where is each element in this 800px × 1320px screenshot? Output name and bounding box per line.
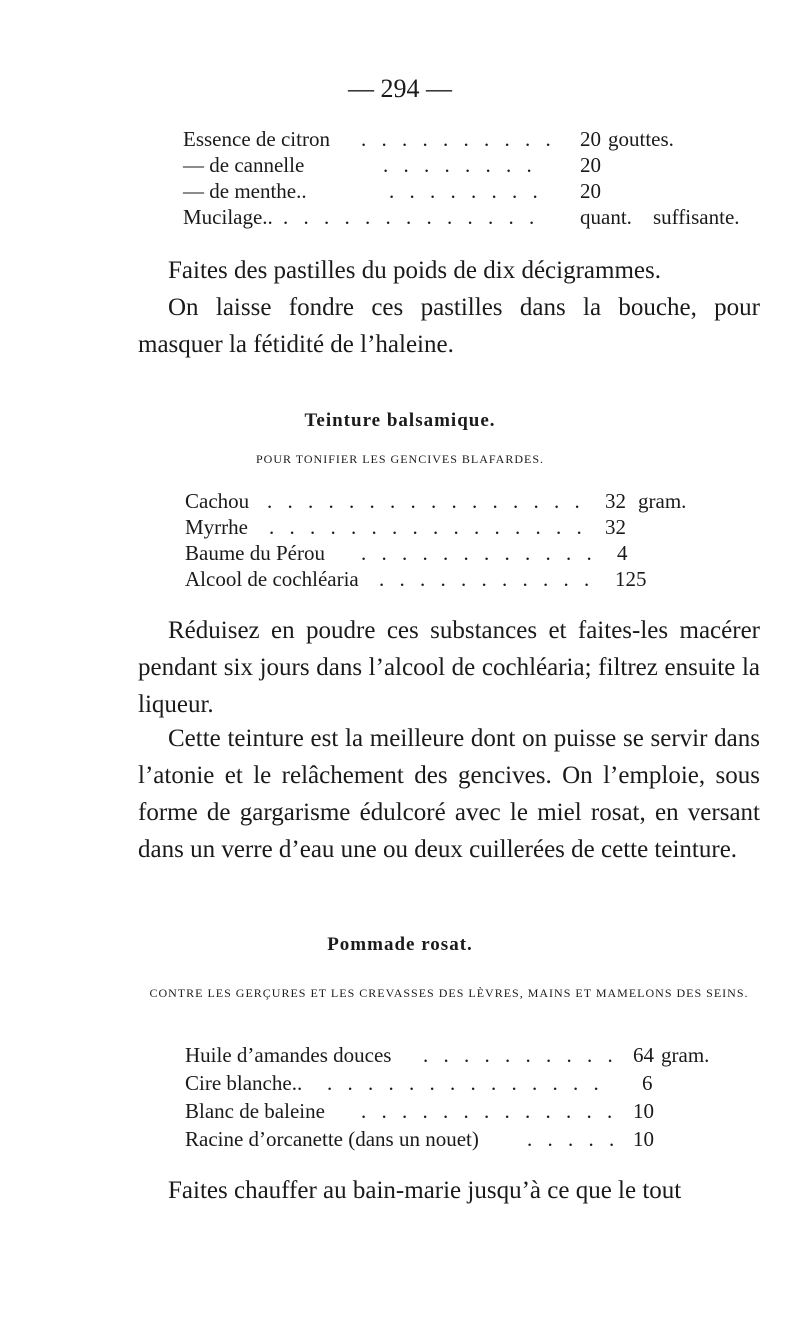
leader-dots: . . . . . . . . . . . . . . . . [269, 515, 587, 539]
leader-dots: . . . . . . . . . . . [379, 567, 595, 591]
ingredient-unit: gram. [661, 1043, 710, 1067]
paragraph: Faites chauffer au bain-marie jusqu’à ce que le tout [168, 1177, 682, 1204]
ingredient-quantity: 10 [633, 1127, 654, 1151]
ingredient-quantity: 20 [580, 127, 601, 151]
ingredient-quantity: 32 [605, 515, 626, 539]
leader-dots: . . . . . . . . . . . . . . [327, 1071, 604, 1095]
ingredient-quantity: 125 [615, 567, 647, 591]
ingredient-quantity: 20 [580, 153, 601, 177]
ingredient-name: Cire blanche.. [185, 1071, 303, 1095]
ingredient-name: Baume du Pérou [185, 541, 325, 565]
ingredient-row [183, 204, 783, 230]
leader-dots: . . . . . . . . [389, 179, 543, 203]
ingredient-name: Mucilage.. [183, 205, 273, 229]
ingredient-row [185, 566, 785, 592]
ingredient-unit: gram. [638, 489, 687, 513]
leader-dots: . . . . . . . . . . . . . [283, 205, 540, 229]
ingredient-row [185, 488, 785, 514]
leader-dots: . . . . . [527, 1127, 620, 1151]
ingredient-name: Racine d’orcanette (dans un nouet) [185, 1127, 479, 1151]
ingredient-row [185, 1098, 785, 1124]
ingredient-row [185, 1126, 785, 1152]
ingredient-quantity: 32 [605, 489, 626, 513]
ingredient-quantity: 20 [580, 179, 601, 203]
leader-dots: . . . . . . . . [383, 153, 537, 177]
leader-dots: . . . . . . . . . . . . . . . . [267, 489, 585, 513]
ingredient-name: Myrrhe [185, 515, 248, 539]
ingredient-quantity: 10 [633, 1099, 654, 1123]
ingredient-row [183, 178, 783, 204]
ingredient-row [185, 540, 785, 566]
ingredient-unit: suffisante. [653, 205, 740, 229]
section-title: Teinture balsamique. [304, 410, 496, 431]
ingredient-row [185, 1070, 785, 1096]
ingredient-row [185, 514, 785, 540]
ingredient-quantity: quant. [580, 205, 632, 229]
ingredient-name: Blanc de baleine [185, 1099, 325, 1123]
ingredient-quantity: 64 [633, 1043, 654, 1067]
paragraph: Cette teinture est la meilleure dont on puisse se servir dans l’atonie et le relâchement des gencives. On l’emploie, sous forme de gargarisme édulcoré avec le miel rosat, en versant dans un verre d’eau une ou deux cuillerées de cette teinture. [138, 725, 760, 863]
ingredient-row [183, 126, 783, 152]
ingredient-name: Alcool de cochléaria [185, 567, 359, 591]
ingredient-row [183, 152, 783, 178]
section-title: Pommade rosat. [327, 934, 473, 955]
ingredient-name: Cachou [185, 489, 250, 513]
section-subtitle: POUR TONIFIER LES GENCIVES BLAFARDES. [255, 452, 545, 466]
leader-dots: . . . . . . . . . . [423, 1043, 618, 1067]
leader-dots: . . . . . . . . . . [361, 127, 556, 151]
ingredient-row [185, 1042, 785, 1068]
leader-dots: . . . . . . . . . . . . [361, 541, 597, 565]
ingredient-name: — de menthe.. [183, 179, 307, 203]
paragraph: Réduisez en poudre ces substances et faites-les macérer pendant six jours dans l’alcool de cochléaria; filtrez ensuite la liqueur. [138, 617, 760, 718]
section-subtitle: CONTRE LES GERÇURES ET LES CREVASSES DES LÈVRES, MAINS ET MAMELONS DES SEINS. [149, 986, 749, 1000]
page-number: — 294 — [348, 74, 452, 103]
ingredient-name: Huile d’amandes douces [185, 1043, 392, 1067]
ingredient-unit: gouttes. [608, 127, 674, 151]
leader-dots: . . . . . . . . . . . . . [361, 1099, 618, 1123]
ingredient-name: — de cannelle [183, 153, 305, 177]
ingredient-quantity: 4 [617, 541, 628, 565]
ingredient-quantity: 6 [642, 1071, 653, 1095]
paragraph: Faites des pastilles du poids de dix décigrammes. [168, 257, 661, 284]
ingredient-name: Essence de citron [183, 127, 330, 151]
paragraph: On laisse fondre ces pastilles dans la bouche, pour masquer la fétidité de l’haleine. [138, 294, 760, 358]
